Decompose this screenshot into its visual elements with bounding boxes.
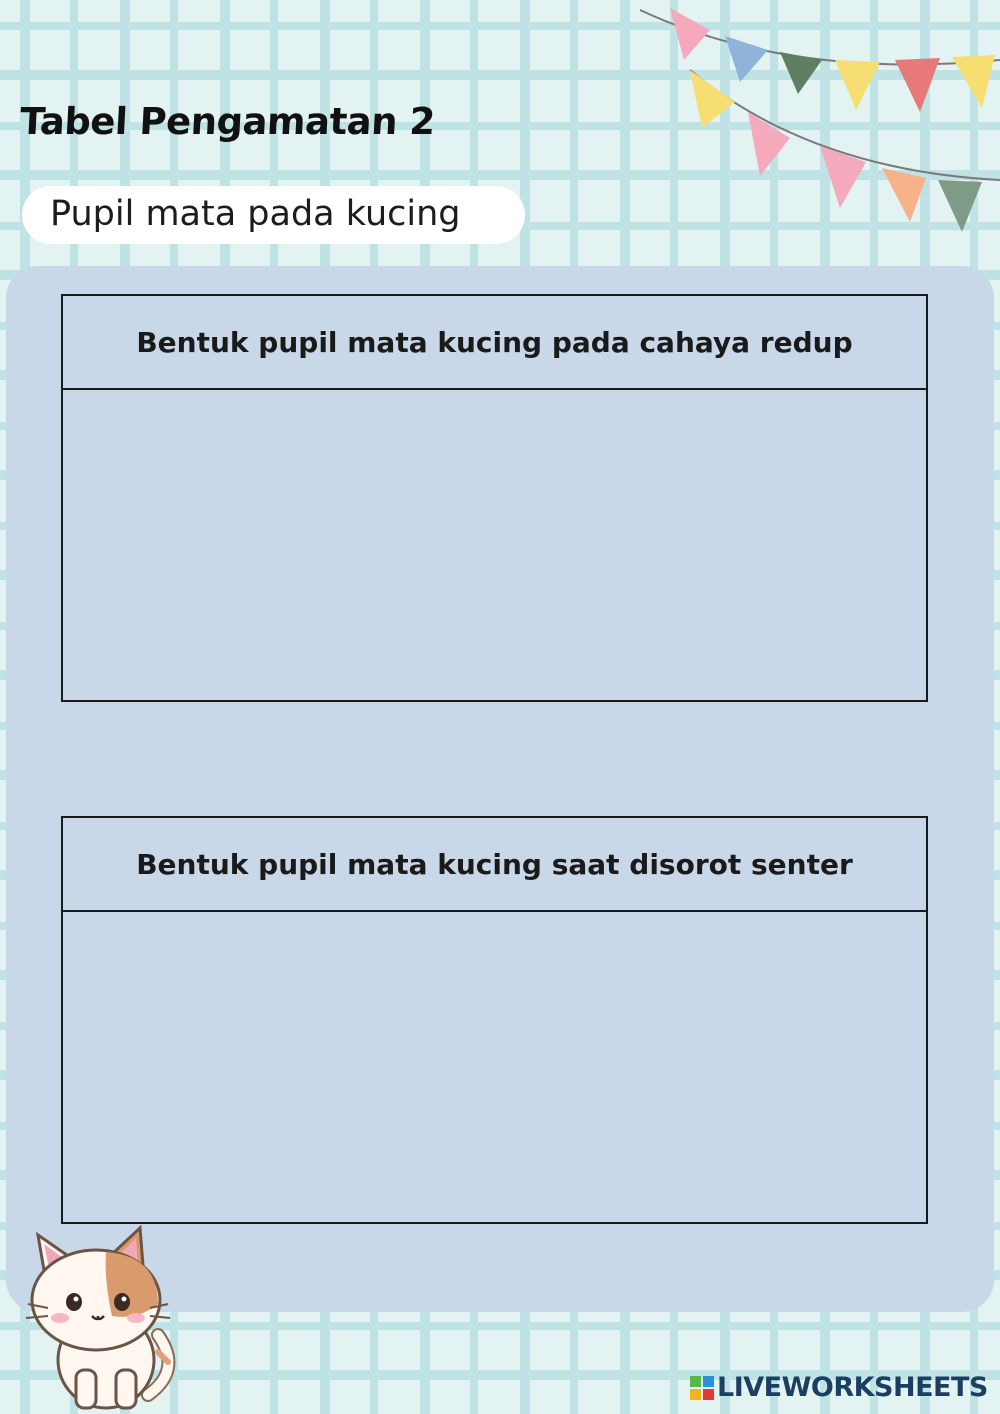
cat-icon xyxy=(18,1220,188,1410)
brand-logo xyxy=(690,1372,988,1403)
subtitle-pill xyxy=(22,186,525,244)
answer-area[interactable] xyxy=(63,390,926,700)
subtitle-text: Pupil mata pada kucing xyxy=(50,194,461,234)
table-heading: Bentuk pupil mata kucing saat disorot senter xyxy=(63,818,926,912)
observation-table-dim-light xyxy=(61,294,928,702)
observation-table-flashlight xyxy=(61,816,928,1224)
liveworksheets-logo-icon xyxy=(690,1376,714,1400)
table-heading: Bentuk pupil mata kucing pada cahaya redup xyxy=(63,296,926,390)
page-title: Tabel Pengamatan 2 xyxy=(18,100,436,143)
answer-area[interactable] xyxy=(63,912,926,1222)
bunting-flags-icon xyxy=(630,0,1000,240)
brand-name: LIVEWORKSHEETS xyxy=(717,1372,988,1403)
